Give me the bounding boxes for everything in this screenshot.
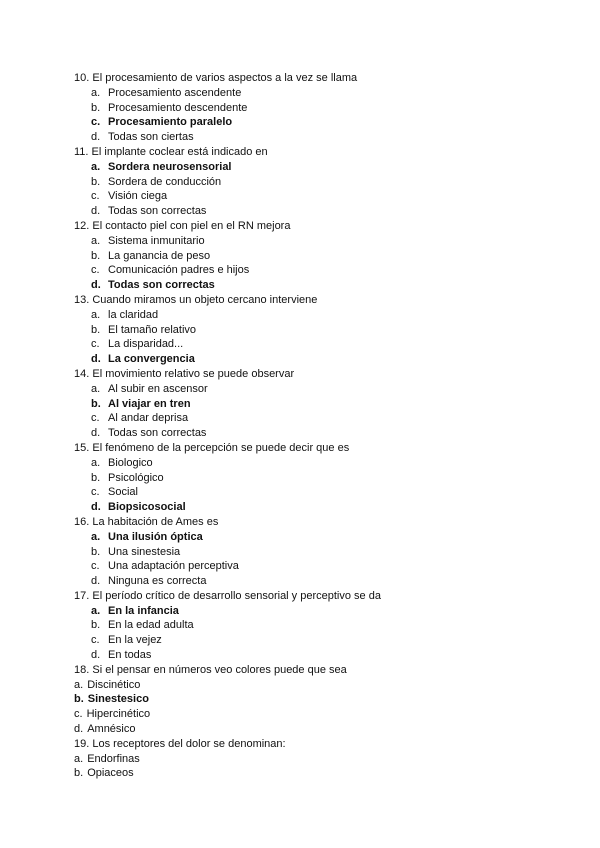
option-letter: a. [91, 308, 101, 321]
question-block [0, 663, 600, 737]
option-letter: c. [91, 486, 100, 499]
option-letter: b. [91, 397, 101, 410]
option-text: Discinético [87, 678, 141, 691]
question-list [0, 71, 600, 781]
option-text: Amnésico [87, 723, 136, 736]
option-letter: a. [91, 604, 101, 617]
option-text: Todas son correctas [108, 279, 215, 292]
option-letter: c. [91, 560, 100, 573]
question-stem: El fenómeno de la percepción se puede decir que es [92, 441, 350, 454]
answer-option [0, 86, 600, 101]
answer-option [0, 189, 600, 204]
answer-option-correct [0, 352, 600, 367]
question-text [0, 737, 600, 752]
answer-option-correct [0, 604, 600, 619]
option-text: Biopsicosocial [108, 501, 186, 514]
answer-option-correct [0, 500, 600, 515]
answer-option-correct [0, 692, 600, 707]
option-letter: b. [74, 767, 84, 780]
option-text: Una adaptación perceptiva [108, 560, 239, 573]
answer-option [0, 648, 600, 663]
answer-option-correct [0, 530, 600, 545]
question-block [0, 737, 600, 781]
question-stem: El movimiento relativo se puede observar [92, 367, 295, 380]
question-stem: El período crítico de desarrollo sensorial y perceptivo se da [92, 589, 381, 602]
answer-option [0, 130, 600, 145]
question-stem: El procesamiento de varios aspectos a la vez se llama [92, 72, 358, 84]
option-letter: d. [91, 353, 101, 366]
option-text: Al viajar en tren [108, 397, 191, 410]
answer-option [0, 426, 600, 441]
option-letter: c. [91, 412, 100, 425]
answer-option [0, 574, 600, 589]
option-letter: d. [91, 131, 101, 144]
option-letter: b. [91, 249, 101, 262]
option-letter: d. [91, 575, 101, 588]
option-letter: a. [74, 678, 84, 691]
option-text: La ganancia de peso [108, 249, 211, 262]
option-text: Al subir en ascensor [108, 382, 208, 395]
option-text: Sistema inmunitario [108, 234, 205, 247]
option-letter: d. [91, 279, 101, 292]
question-block [0, 441, 600, 515]
answer-option [0, 337, 600, 352]
answer-option [0, 618, 600, 633]
question-number: 17. [74, 589, 90, 602]
answer-option [0, 101, 600, 116]
answer-option [0, 545, 600, 560]
option-letter: d. [91, 501, 101, 514]
question-stem: La habitación de Ames es [92, 515, 219, 528]
option-letter: a. [91, 456, 101, 469]
option-letter: c. [74, 708, 83, 721]
option-text: Al andar deprisa [108, 412, 189, 425]
option-letter: d. [74, 723, 84, 736]
question-number: 13. [74, 293, 90, 306]
question-number: 11. [74, 145, 89, 158]
answer-option-correct [0, 160, 600, 175]
option-text: Sinestesico [87, 693, 149, 706]
question-text [0, 663, 600, 678]
option-letter: c. [91, 190, 100, 203]
question-stem: Cuando miramos un objeto cercano interviene [92, 293, 318, 306]
option-text: Todas son ciertas [108, 131, 194, 144]
option-text: Visión ciega [108, 190, 168, 203]
option-letter: b. [91, 471, 101, 484]
answer-option-correct [0, 278, 600, 293]
option-text: Sordera neurosensorial [108, 160, 232, 173]
question-block [0, 367, 600, 441]
option-text: Opiaceos [87, 767, 134, 780]
question-stem: El implante coclear está indicado en [91, 145, 268, 158]
option-text: Una sinestesia [108, 545, 181, 558]
question-stem: El contacto piel con piel en el RN mejora [92, 219, 291, 232]
option-letter: b. [91, 323, 101, 336]
option-text: Procesamiento descendente [108, 101, 248, 114]
option-text: En la edad adulta [108, 619, 194, 632]
option-text: Endorfinas [87, 752, 140, 765]
option-text: Procesamiento paralelo [108, 116, 233, 129]
option-text: Procesamiento ascendente [108, 86, 242, 99]
question-stem: Si el pensar en números veo colores puede que sea [92, 663, 347, 676]
question-block [0, 589, 600, 663]
option-letter: c. [91, 338, 100, 351]
answer-option [0, 722, 600, 737]
answer-option [0, 633, 600, 648]
answer-option [0, 263, 600, 278]
answer-option [0, 308, 600, 323]
option-text: En la vejez [108, 634, 162, 647]
answer-option [0, 485, 600, 500]
option-letter: b. [74, 693, 84, 706]
question-text [0, 441, 600, 456]
option-letter: b. [91, 619, 101, 632]
question-text [0, 515, 600, 530]
answer-option [0, 456, 600, 471]
question-block [0, 145, 600, 219]
option-letter: d. [91, 649, 101, 662]
option-letter: c. [91, 264, 100, 277]
answer-option [0, 249, 600, 264]
answer-option [0, 323, 600, 338]
answer-option [0, 707, 600, 722]
answer-option [0, 678, 600, 693]
option-text: Hipercinético [86, 708, 151, 721]
option-letter: a. [91, 234, 101, 247]
question-number: 12. [74, 219, 90, 232]
option-text: Biologico [108, 456, 153, 469]
question-text [0, 145, 600, 160]
option-text: En todas [108, 649, 152, 662]
option-text: Psicológico [108, 471, 164, 484]
answer-option [0, 382, 600, 397]
option-letter: c. [91, 116, 101, 129]
answer-option [0, 204, 600, 219]
question-block [0, 219, 600, 293]
option-text: Sordera de conducción [108, 175, 222, 188]
option-text: Social [108, 486, 138, 499]
question-number: 14. [74, 367, 90, 380]
question-number: 16. [74, 515, 90, 528]
question-text [0, 71, 600, 86]
question-block [0, 515, 600, 589]
option-text: Una ilusión óptica [108, 530, 203, 543]
answer-option [0, 766, 600, 781]
answer-option-correct [0, 115, 600, 130]
option-text: El tamaño relativo [108, 323, 197, 336]
option-text: Comunicación padres e hijos [108, 264, 250, 277]
option-letter: c. [91, 634, 100, 647]
answer-option [0, 559, 600, 574]
option-text: Ninguna es correcta [108, 575, 207, 588]
option-letter: a. [91, 86, 101, 99]
question-text [0, 219, 600, 234]
option-letter: b. [91, 101, 101, 114]
question-number: 18. [74, 663, 90, 676]
answer-option [0, 175, 600, 190]
option-text: la claridad [108, 308, 159, 321]
option-letter: a. [91, 530, 101, 543]
question-text [0, 589, 600, 604]
question-block [0, 293, 600, 367]
answer-option-correct [0, 397, 600, 412]
option-text: Todas son correctas [108, 427, 207, 440]
option-text: La convergencia [108, 353, 195, 366]
option-letter: d. [91, 205, 101, 218]
option-letter: b. [91, 545, 101, 558]
answer-option [0, 411, 600, 426]
option-letter: d. [91, 427, 101, 440]
question-block [0, 71, 600, 145]
option-letter: b. [91, 175, 101, 188]
question-number: 10. [74, 72, 90, 84]
answer-option [0, 471, 600, 486]
question-text [0, 293, 600, 308]
option-letter: a. [91, 160, 101, 173]
question-text [0, 367, 600, 382]
option-letter: a. [91, 382, 101, 395]
question-stem: Los receptores del dolor se denominan: [92, 737, 286, 750]
option-letter: a. [74, 752, 84, 765]
question-number: 19. [74, 737, 90, 750]
answer-option [0, 234, 600, 249]
answer-option [0, 752, 600, 767]
option-text: La disparidad... [108, 338, 184, 351]
option-text: Todas son correctas [108, 205, 207, 218]
question-number: 15. [74, 441, 90, 454]
option-text: En la infancia [108, 604, 179, 617]
